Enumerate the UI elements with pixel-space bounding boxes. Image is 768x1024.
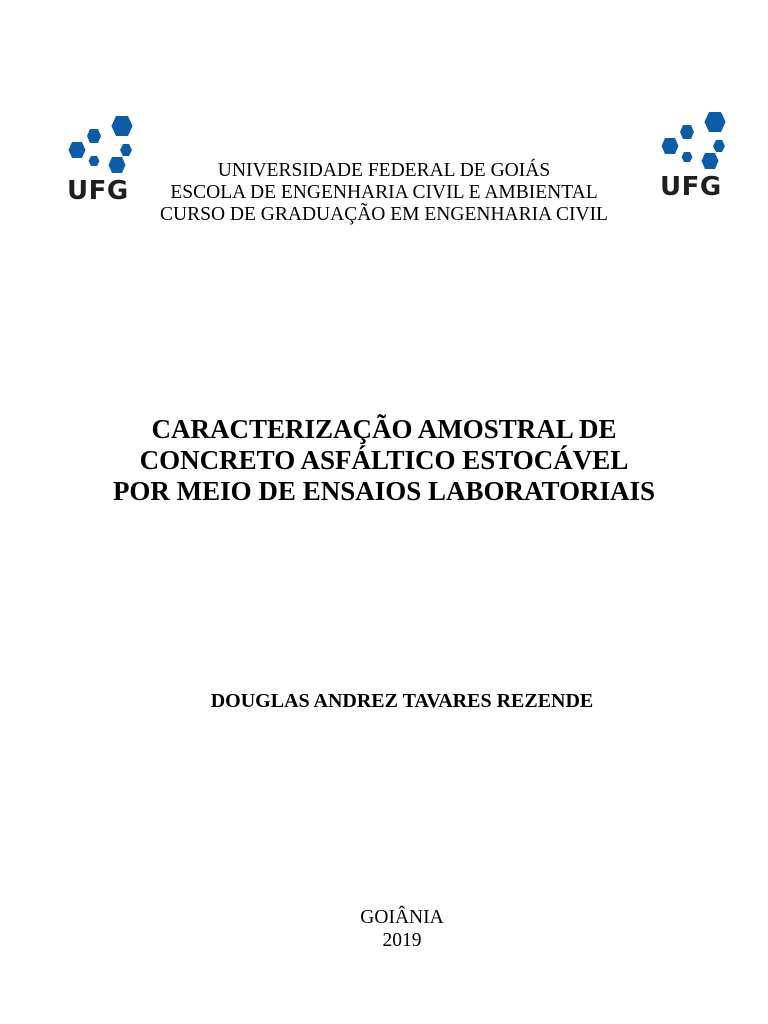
year: 2019 <box>382 930 422 951</box>
city: GOIÂNIA <box>360 907 444 928</box>
course-name: CURSO DE GRADUAÇÃO EM ENGENHARIA CIVIL <box>160 204 608 225</box>
title-line: POR MEIO DE ENSAIOS LABORATORIAIS <box>112 476 656 506</box>
university-name: UNIVERSIDADE FEDERAL DE GOIÁS <box>217 160 551 181</box>
logo-text: UFG <box>67 176 129 206</box>
author-name: DOUGLAS ANDREZ TAVARES REZENDE <box>210 690 594 712</box>
place-and-date <box>0 906 768 952</box>
document-title <box>0 414 768 507</box>
title-line: CONCRETO ASFÁLTICO ESTOCÁVEL <box>139 445 629 475</box>
school-name: ESCOLA DE ENGENHARIA CIVIL E AMBIENTAL <box>170 182 598 203</box>
title-line: CARACTERIZAÇÃO AMOSTRAL DE <box>151 414 617 444</box>
institution-header <box>0 160 768 226</box>
logo-text: UFG <box>660 172 722 202</box>
